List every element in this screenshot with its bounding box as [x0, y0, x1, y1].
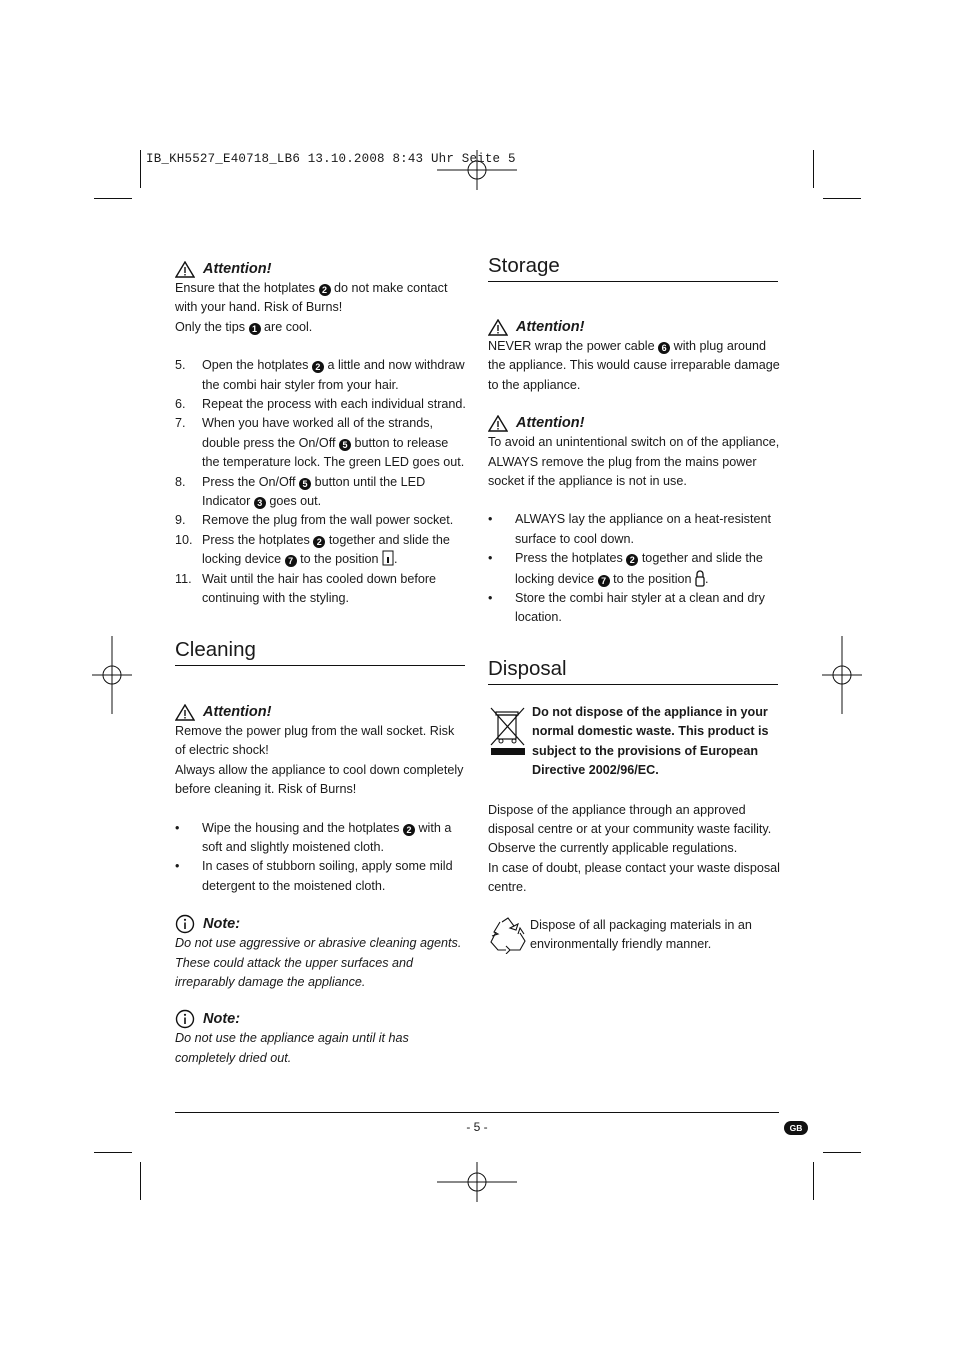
crop-mark	[823, 198, 861, 199]
list-item: 10. Press the hotplates 2 together and slide the locking device 7 to the position .	[175, 532, 450, 567]
lock-position-icon	[695, 569, 705, 587]
list-item: 11. Wait until the hair has cooled down before continuing with the styling.	[175, 571, 437, 606]
attention-heading: Attention!	[175, 702, 467, 722]
warning-icon	[175, 704, 195, 721]
note-heading: Note:	[175, 1009, 467, 1029]
crop-mark	[140, 150, 141, 188]
paragraph: Only the tips 1 are cool.	[175, 319, 313, 334]
footer-divider	[175, 1112, 779, 1113]
language-badge: GB	[784, 1121, 808, 1135]
paragraph: NEVER wrap the power cable 6 with plug around the appliance. This would cause irreparable damage to the appliance.	[488, 339, 780, 392]
section-heading-storage: Storage	[488, 254, 778, 282]
paragraph: Remove the power plug from the wall socket. Risk of electric shock!	[175, 724, 455, 758]
crop-mark	[813, 150, 814, 188]
list-item: • Press the hotplates 2 together and slide the locking device 7 to the position .	[488, 551, 763, 586]
list-item: 5. Open the hotplates 2 a little and now withdraw the combi hair styler from your hair.	[175, 358, 465, 392]
weee-text: Do not dispose of the appliance in your normal domestic waste. This product is subject to the provisions of European Directive 2002/96/EC.	[532, 705, 769, 778]
list-item: • In cases of stubborn soiling, apply some mild detergent to the moistened cloth.	[175, 859, 453, 893]
section-heading-cleaning: Cleaning	[175, 638, 465, 666]
recycle-notice	[488, 916, 780, 955]
paragraph: To avoid an unintentional switch on of the appliance, ALWAYS remove the plug from the mains power socket if the appliance is not in use.	[488, 435, 780, 489]
note-text: Do not use the appliance again until it has completely dried out.	[175, 1031, 409, 1065]
registration-mark-right	[822, 636, 862, 714]
crop-mark	[823, 1152, 861, 1153]
recycle-text: Dispose of all packaging materials in an environmentally friendly manner.	[530, 917, 752, 952]
paragraph: In case of doubt, please contact your waste disposal centre.	[488, 860, 780, 895]
crop-mark	[140, 1162, 141, 1200]
warning-icon	[488, 319, 508, 336]
list-item: • Wipe the housing and the hotplates 2 with a soft and slightly moistened cloth.	[175, 820, 452, 855]
cleaning-section	[175, 702, 467, 1068]
page-number: - 5 -	[466, 1120, 488, 1134]
note-heading: Note:	[175, 914, 467, 934]
recycle-icon	[488, 916, 528, 954]
registration-mark-left	[92, 636, 132, 714]
ref-number: 1	[249, 323, 261, 335]
list-item: • Store the combi hair styler at a clean and dry location.	[488, 591, 765, 625]
storage-section	[488, 317, 780, 628]
crop-mark	[813, 1162, 814, 1200]
disposal-section	[488, 703, 780, 954]
ref-number: 2	[319, 284, 331, 296]
registration-mark-bottom	[437, 1162, 517, 1202]
attention-heading: Attention!	[488, 413, 780, 433]
attention-title: Attention!	[203, 261, 272, 277]
crop-mark	[94, 1152, 132, 1153]
note-text: Do not use aggressive or abrasive cleaning agents. These could attack the upper surfaces and irreparably damage the appliance.	[175, 936, 462, 990]
paragraph: Ensure that the hotplates 2 do not make contact with your hand. Risk of Burns!	[175, 281, 448, 315]
attention-heading: Attention!	[488, 317, 780, 337]
list-item: 9. Remove the plug from the wall power socket.	[175, 513, 454, 528]
crop-mark	[94, 198, 132, 199]
crossed-bin-icon	[488, 705, 528, 757]
paragraph: Dispose of the appliance through an approved disposal centre or at your community waste facility. Observe the currently applicable regulations.	[488, 802, 772, 856]
warning-icon	[175, 261, 195, 278]
section-heading-disposal: Disposal	[488, 657, 778, 685]
list-item: • ALWAYS lay the appliance on a heat-resistent surface to cool down.	[488, 512, 771, 546]
list-item: 6. Repeat the process with each individual strand.	[175, 397, 466, 412]
warning-icon	[488, 415, 508, 432]
weee-notice	[488, 703, 780, 781]
list-item: 8. Press the On/Off 5 button until the LED Indicator 3 goes out.	[175, 474, 426, 509]
list-item: 7. When you have worked all of the strands, double press the On/Off 5 button to release the temperature lock. The green LED goes out.	[175, 416, 465, 470]
paragraph: Always allow the appliance to cool down completely before cleaning it. Risk of Burns!	[175, 762, 464, 797]
print-slug: IB_KH5527_E40718_LB6 13.10.2008 8:43 Uhr Seite 5	[146, 152, 516, 166]
attention-heading	[175, 259, 467, 279]
left-column	[175, 259, 467, 609]
info-icon	[175, 914, 195, 934]
unlock-position-icon	[382, 550, 394, 566]
info-icon	[175, 1009, 195, 1029]
